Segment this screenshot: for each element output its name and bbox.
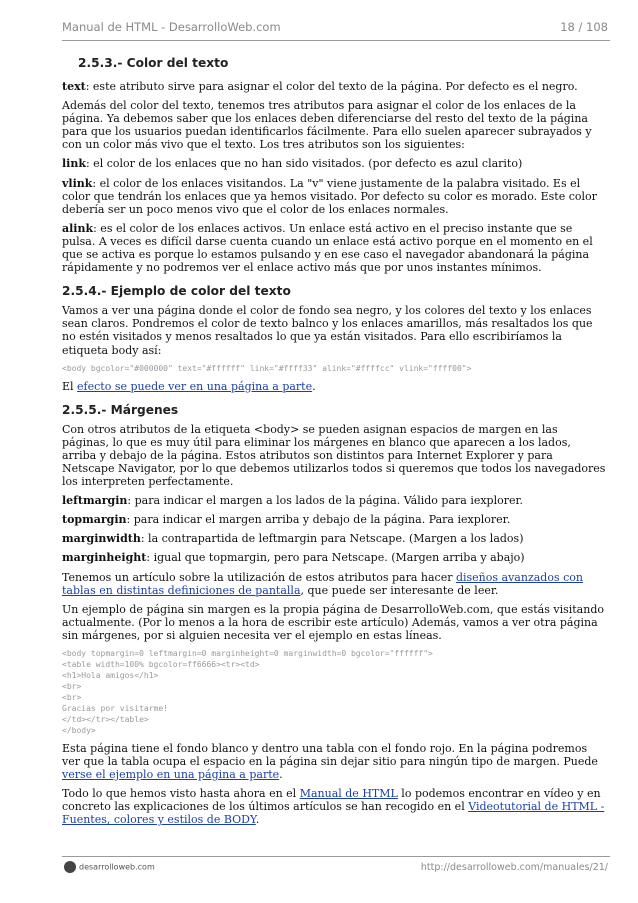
- section-heading-254: 2.5.4.- Ejemplo de color del texto: [62, 284, 291, 299]
- text-attribute-para: [62, 80, 608, 93]
- desc-link: : el color de los enlaces que no han sido visitados. (por defecto es azul clarito): [85, 157, 523, 171]
- term-alink: alink: [62, 221, 94, 235]
- desc-topmargin: : para indicar el margen arriba y debajo de la página. Para iexplorer.: [126, 513, 511, 527]
- advanced-tables-link[interactable]: diseños avanzados con tablas en distintas definiciones de pantalla: [62, 570, 583, 597]
- logo-circle-icon: [64, 861, 76, 873]
- code-line: <br>: [62, 693, 82, 702]
- text-fragment: Tenemos un artículo sobre la utilización de estos atributos para hacer: [62, 570, 456, 584]
- desc-alink: : es el color de los enlaces activos. Un enlace está activo en el preciso instante que se pulsa. A veces es difícil darse cuenta cuando un enlace está activo porque en el momento en el que se activa es porque lo estamos pulsando y en ese caso el navegador abandonará la página rápidamente y no podremos ver el enlace activo más que por unos instantes mínimos.: [62, 221, 593, 275]
- code-line: Gracias por visitarme!: [62, 704, 168, 713]
- margins-intro-para: Con otros atributos de la etiqueta <body> se pueden asignan espacios de margen en las páginas, lo que es muy útil para eliminar los márgenes en blanco que aparecen a los lados, arriba y debajo de la página. Estos atributos son distintos para Internet Explorer y para Netscape Navigator, por lo que debemos utilizarlos todos si queremos que todos los navegadores los interpreten perfectamente.: [62, 422, 606, 489]
- text-fragment: lo podemos encontrar en vídeo y en concreto las explicaciones de los últimos artículos se han recogido en el: [62, 787, 601, 814]
- term-marginheight: marginheight: [62, 551, 147, 565]
- desc-marginheight: : igual que topmargin, pero para Netscape. (Margen arriba y abajo): [146, 551, 525, 565]
- color-example-link-para: [62, 380, 608, 393]
- term-link: link: [62, 157, 86, 171]
- body-color-code: <body bgcolor="#000000" text="#ffffff" link="#ffff33" alink="#ffffcc" vlink="ffff00">: [62, 363, 472, 373]
- text-fragment: , que puede ser interesante de leer.: [300, 583, 499, 597]
- topmargin-para: [62, 513, 608, 526]
- logo-text: desarrolloweb.com: [79, 862, 155, 872]
- text-fragment: Esta página tiene el fondo blanco y dentro una tabla con el fondo rojo. En la página podremos ver que la tabla ocupa el espacio en la página sin dejar sitio para ningún tipo de margen. Puede: [62, 742, 598, 769]
- text-fragment: .: [255, 813, 260, 827]
- term-leftmargin: leftmargin: [62, 494, 128, 508]
- alink-attribute-para: [62, 222, 608, 274]
- video-tutorial-para: [62, 787, 608, 826]
- desc-vlink: : el color de los enlaces visitandos. La "v" viene justamente de la palabra visitado. Es el color que tendrán los enlaces que ya hemos visitado. Por defecto su color es morado. Este color debería ser un poco menos vivo que el color de los enlaces normales.: [62, 176, 597, 216]
- marginwidth-para: [62, 532, 608, 545]
- desc-marginwidth: : la contrapartida de leftmargin para Netscape. (Margen a los lados): [140, 532, 524, 546]
- article-reference-para: [62, 571, 608, 597]
- see-example-link[interactable]: verse el ejemplo en una página a parte: [62, 768, 280, 782]
- no-margin-code-block: [62, 648, 608, 736]
- desc-leftmargin: : para indicar el margen a los lados de la página. Válido para iexplorer.: [127, 494, 524, 508]
- vlink-attribute-para: [62, 177, 608, 216]
- text-fragment: .: [279, 768, 283, 782]
- header-title: Manual de HTML - DesarrolloWeb.com: [62, 20, 281, 34]
- footer-url[interactable]: http://desarrolloweb.com/manuales/21/: [420, 862, 608, 873]
- code-line: <h1>Hola amigos</h1>: [62, 671, 159, 680]
- page-header: [62, 18, 610, 41]
- desc-text: : este atributo sirve para asignar el color del texto de la página. Por defecto es el negro.: [85, 80, 578, 93]
- code-line: </body>: [62, 726, 96, 735]
- section-heading-253: 2.5.3.- Color del texto: [78, 56, 229, 70]
- site-logo: [64, 861, 155, 875]
- leftmargin-para: [62, 494, 608, 507]
- link-attribute-para: [62, 157, 608, 170]
- html-manual-link[interactable]: Manual de HTML: [299, 787, 398, 801]
- marginheight-para: [62, 551, 608, 564]
- text-fragment: El: [62, 379, 78, 393]
- text-fragment: Todo lo que hemos visto hasta ahora en el: [62, 787, 300, 801]
- document-body: [62, 80, 608, 833]
- term-topmargin: topmargin: [62, 513, 127, 527]
- section-heading-255: 2.5.5.- Márgenes: [62, 402, 179, 417]
- term-vlink: vlink: [62, 176, 93, 190]
- code-line: <body topmargin=0 leftmargin=0 marginheight=0 marginwidth=0 bgcolor="ffffff">: [62, 649, 433, 658]
- text-fragment: .: [312, 379, 316, 393]
- page-footer: [62, 856, 610, 877]
- code-line: <br>: [62, 682, 82, 691]
- table-example-para: [62, 742, 608, 781]
- video-tutorial-link[interactable]: Videotutorial de HTML - Fuentes, colores y estilos de BODY: [62, 800, 605, 827]
- term-marginwidth: marginwidth: [62, 532, 141, 546]
- no-margin-example-para: Un ejemplo de página sin margen es la propia página de DesarrolloWeb.com, que estás visitando actualmente. (Por lo menos a la hora de escribir este artículo) Además, vamos a ver otra página sin márgenes, por si alguien necesita ver el ejemplo en estas líneas.: [62, 602, 604, 642]
- page-counter: 18 / 108: [560, 20, 608, 34]
- code-line: <table width=100% bgcolor=ff6666><tr><td>: [62, 660, 260, 669]
- term-text: text: [62, 80, 86, 93]
- color-example-link[interactable]: efecto se puede ver en una página a parte: [77, 379, 313, 393]
- color-example-para: Vamos a ver una página donde el color de fondo sea negro, y los colores del texto y los enlaces sean claros. Pondremos el color de texto balnco y los enlaces amarillos, más resaltados los que no estén visitados y menos resaltados lo que ya están visitados. Para ello escribiríamos la etiqueta body así:: [62, 304, 593, 357]
- links-intro-para: Además del color del texto, tenemos tres atributos para asignar el color de los enlaces de la página. Ya debemos saber que los enlaces deben diferenciarse del resto del texto de la página para que los usuarios puedan identificarlos fácilmente. Para ello suelen aparecer subrayados y con un color más vivo que el texto. Los tres atributos son los siguientes:: [62, 99, 592, 152]
- code-line: </td></tr></table>: [62, 715, 149, 724]
